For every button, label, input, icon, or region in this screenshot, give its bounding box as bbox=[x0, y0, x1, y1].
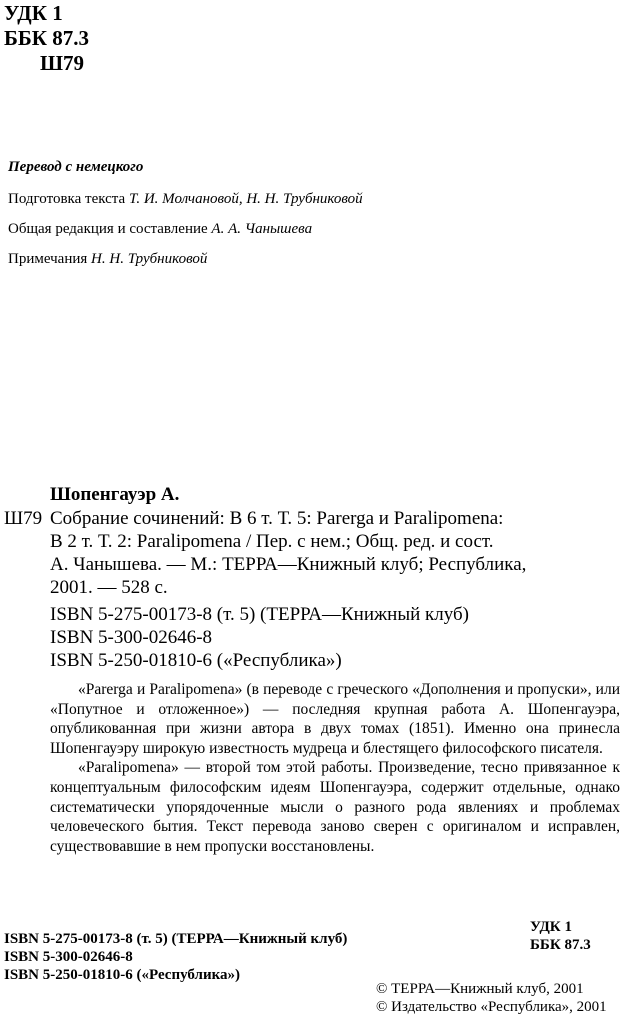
annotation-paragraph: «Parerga и Paralipomena» (в переводе с греческого «Дополнения и пропуски», или «Попутное и отложенное») — последняя крупная работа А. Шопенгауэра, опубликованная при жизни автора в двух томах (1851). Именно она принесла Шопенгауэру широкую известность мудреца и блестящего философского писателя. bbox=[50, 681, 620, 757]
footer-isbn: ISBN 5-275-00173-8 (т. 5) (ТЕРРА—Книжный клуб) bbox=[4, 931, 348, 947]
annotation bbox=[50, 680, 620, 856]
notes-names: Н. Н. Трубниковой bbox=[91, 251, 208, 267]
editing-names: А. А. Чанышева bbox=[211, 221, 313, 237]
copyright-line: © Издательство «Республика», 2001 bbox=[376, 999, 607, 1015]
catalog-author: Шопенгауэр А. bbox=[50, 484, 180, 505]
editing-credit bbox=[8, 220, 312, 238]
copyright-line: © ТЕРРА—Книжный клуб, 2001 bbox=[376, 981, 584, 997]
author-mark: Ш79 bbox=[40, 51, 85, 75]
footer-isbn: ISBN 5-300-02646-8 bbox=[4, 949, 133, 965]
catalog-isbn: ISBN 5-300-02646-8 bbox=[50, 627, 213, 648]
text-prep-label: Подготовка текста bbox=[8, 191, 126, 207]
notes-credit bbox=[8, 250, 207, 268]
editing-label: Общая редакция и составление bbox=[8, 221, 208, 237]
bbk-code: ББК 87.3 bbox=[4, 26, 89, 50]
catalog-mark: Ш79 bbox=[4, 508, 43, 529]
footer-bbk: ББК 87.3 bbox=[530, 937, 591, 953]
footer-udk: УДК 1 bbox=[530, 919, 572, 935]
annotation-paragraph: «Paralipomena» — второй том этой работы. Произведение, тесно привязанное к концептуальным философским идеям Шопенгауэра, содержит отдельные, однако систематически упорядоченные мысли о разного рода явлениях и проблемах человеческого бытия. Текст перевода заново сверен с оригиналом и исправлен, существовавшие в нем пропуски восстановлены. bbox=[50, 759, 620, 855]
catalog-isbn: ISBN 5-250-01810-6 («Республика») bbox=[50, 650, 342, 671]
udk-code: УДК 1 bbox=[4, 1, 63, 25]
translation-label: Перевод с немецкого bbox=[8, 159, 144, 175]
catalog-line: В 2 т. Т. 2: Paralipomena / Пер. с нем.; Общ. ред. и сост. bbox=[50, 531, 494, 552]
text-prep-names: Т. И. Молчановой, Н. Н. Трубниковой bbox=[128, 191, 363, 207]
translation-note bbox=[8, 158, 143, 176]
footer-isbn: ISBN 5-250-01810-6 («Республика») bbox=[4, 967, 241, 983]
catalog-line: 2001. — 528 с. bbox=[50, 577, 168, 598]
catalog-line: Собрание сочинений: В 6 т. Т. 5: Parerga и Paralipomena: bbox=[50, 508, 504, 529]
catalog-isbn: ISBN 5-275-00173-8 (т. 5) (ТЕРРА—Книжный клуб) bbox=[50, 604, 469, 625]
catalog-line: А. Чанышева. — М.: ТЕРРА—Книжный клуб; Республика, bbox=[50, 554, 527, 575]
notes-label: Примечания bbox=[8, 251, 88, 267]
text-prep-credit bbox=[8, 190, 363, 208]
